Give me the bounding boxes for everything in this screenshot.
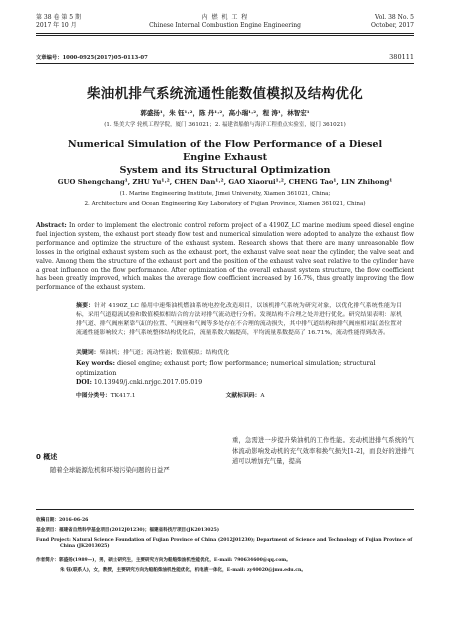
clc-value: TK417.1 [110, 393, 136, 399]
header-journal-block [120, 14, 330, 30]
affiliation-en-1: (1. Marine Engineering Institute, Jimei University, Xiamen 361021, China; [119, 191, 331, 197]
keywords-cn-text: 柴油机；排气道；流动性能；数值模拟；结构优化 [99, 350, 230, 356]
header-date-en: October, 2017 [371, 22, 414, 29]
header-date-cn: 2017 年 10 月 [36, 22, 77, 29]
header-rule-bottom [36, 35, 414, 36]
title-cn: 柴油机排气系统流通性能数值模拟及结构优化 [87, 86, 363, 102]
doi [76, 379, 202, 386]
header-journal-cn: 内 燃 机 工 程 [201, 14, 249, 21]
classification-line [76, 390, 402, 399]
body-text-right: 重，急需进一步提升柴油机的工作性能。充动机进排气系统的气体流动影响发动机的充气效率和换气损失[1-2]，而良好的进排气道可以增加充气量，提高 [232, 437, 414, 465]
header-volume-cn: 第 38 卷 第 5 期 [36, 14, 81, 21]
title-en [50, 138, 400, 177]
abstract-en-text: In order to implement the electronic control reform project of a 4190Z_LC marine medium speed diesel engine fuel injection system, the exhaust port steady flow test and numerical simulation were adopted to analyze the exhaust flow performance and optimize the structure of the exhaust system. Research shows that there are many unreasonable flow losses in the original exhaust system such as the exhaust port, the exhaust valve seat near the cylinder, the valve seat and valve. Among them the structure of the exhaust port and the position of the exhaust valve seat relative to the cylinder have a great influence on the flow performance. After optimization of the overall exhaust system structure, the flow coefficient has been greatly improved, which makes the average flow coefficient increased by 16.7%, thus greatly improving the flow performance of the exhaust system. [36, 222, 414, 292]
affiliation-en-2: 2. Architecture and Ocean Engineering Key Laboratory of Fujian Province, Xiamen 361021, China) [84, 201, 366, 207]
keywords-en-text: diesel engine; exhaust port; flow performance; numerical simulation; structural optimization [76, 359, 376, 377]
abstract-cn [76, 302, 402, 338]
abstract-en [36, 222, 414, 293]
section-heading-intro: 0 概述 [36, 453, 58, 461]
keywords-en-label: Key words: [76, 359, 115, 367]
doc-code-value: A [260, 393, 265, 399]
header-volume-block [36, 14, 116, 30]
header-journal-en: Chinese Internal Combustion Engine Engineering [149, 22, 301, 29]
keywords-en [76, 358, 402, 378]
meta-rule [36, 63, 414, 64]
keywords-cn-label: 关键词： [76, 350, 100, 356]
doi-label: DOI: [76, 379, 92, 386]
footnote-fund-en: Fund Project: Natural Science Foundation of Fujian Province of China (2012J01230); Department of Science and Technology of Fujian Province of China (JK2013025) [36, 538, 413, 550]
abstract-cn-text: 针对 4190Z_LC 船用中速柴油机燃油系统电控化改造项目，以该机排气系统为研究对象，以优化排气系统性能为目标，采用气道稳流试验和数值模拟相结合的方法对排气流动进行分析。发现结构不合理之处并进行优化。研究结果表明：原机排气道、排气阀座紧靠气缸的位置、气阀座和气阀等多处存在不合理的流动损失，其中排气道结构和排气阀座相对缸盖位置对流通性能影响较大；排气系统整体结构优化后，流量系数大幅提高，平均流量系数提高了 16.71%，流动性能得到改善。 [76, 303, 402, 336]
header-volume-en: Vol. 38 No. 5 [374, 14, 414, 21]
abstract-en-label: Abstract: [36, 222, 67, 229]
header-volume-en-block [324, 14, 414, 30]
footnote-rule [36, 509, 414, 510]
title-en-line2: System and its Structural Optimization [119, 165, 331, 176]
affiliations-cn: (1. 集美大学 轮机工程学院，厦门 361021；2. 福建省船舶与海洋工程重点实验室，厦门 361021) [104, 122, 346, 128]
body-text-left: 随着全球能源危机和环境污染问题的日益严 [50, 467, 170, 474]
doi-value: 10.13949/j.cnki.nrjgc.2017.05.019 [91, 379, 203, 386]
doc-code-label: 文献标识码： [225, 393, 261, 399]
abstract-cn-label: 摘要： [76, 303, 95, 309]
footnote-received: 收稿日期：2016-06-26 [36, 518, 89, 523]
authors-en: GUO Shengchang¹, ZHU Yu¹·², CHEN Dan¹·², GAO Xiaorui¹·², CHENG Tao¹, LIN Zhihong¹ [57, 178, 393, 186]
footnote-author-2: 朱 钰(联系人)，女，教授，主要研究方向为船舶柴油机性能优化，机电液一体化，E-mail: zy40020@jmu.edu.cn。 [60, 568, 306, 573]
title-en-line1: Numerical Simulation of the Flow Performance of a Diesel Engine Exhaust [67, 139, 383, 163]
authors-cn: 郭盛扬¹，朱 钰¹·²，陈 丹¹·²，高小瑞¹·²，程 涛¹，林智宏¹ [140, 109, 310, 117]
footnote-author-1: 作者简介：郭盛扬(1989—)，男，硕士研究生，主要研究方向为船舶柴油机性能优化，E-mail: 790634600@qq.com。 [36, 558, 291, 563]
clc-label: 中图分类号： [76, 393, 111, 399]
article-number: 文章编号：1000-0925(2017)05-0113-07 [36, 55, 148, 61]
keywords-cn [76, 347, 402, 356]
header-rule-top [36, 33, 414, 34]
footnote-fund-cn: 基金项目：福建省自然科学基金项目(2012J01230)；福建省科技厅项目(JK2013025) [36, 528, 220, 533]
article-code: 380111 [389, 53, 414, 61]
